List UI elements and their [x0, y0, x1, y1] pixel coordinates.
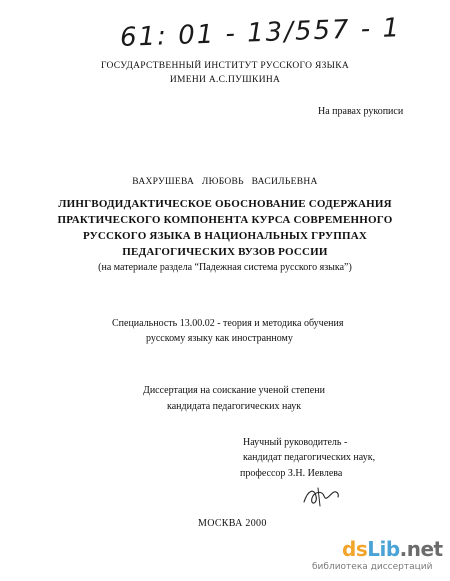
dissertation-line-2: кандидата педагогических наук	[167, 401, 302, 412]
institution-dedication: ИМЕНИ А.С.ПУШКИНА	[169, 75, 281, 85]
city-and-year: МОСКВА 2000	[198, 518, 267, 529]
dslib-watermark	[312, 537, 442, 575]
author-name: ВАХРУШЕВА ЛЮБОВЬ ВАСИЛЬЕВНА	[132, 177, 318, 187]
supervisor-line-1: Научный руководитель -	[243, 437, 348, 448]
supervisor-signature	[300, 484, 342, 510]
specialty-line-2: русскому языку как иностранному	[146, 333, 293, 344]
logo-part-lib: Lib	[367, 537, 400, 561]
dslib-logo	[342, 537, 443, 561]
supervisor-line-3: профессор З.Н. Иевлева	[240, 468, 343, 479]
institution-name: ГОСУДАРСТВЕННЫЙ ИНСТИТУТ РУССКОГО ЯЗЫКА	[100, 61, 350, 71]
title-subtitle: (на материале раздела “Падежная система русского языка”)	[98, 262, 352, 273]
logo-part-ds: ds	[342, 537, 368, 561]
logo-part-net: .net	[399, 537, 443, 561]
title-line-2: ПРАКТИЧЕСКОГО КОМПОНЕНТА КУРСА СОВРЕМЕННОГО	[57, 214, 393, 226]
rights-note: На правах рукописи	[318, 106, 404, 117]
title-line-1: ЛИНГВОДИДАКТИЧЕСКОЕ ОБОСНОВАНИЕ СОДЕРЖАНИЯ	[58, 198, 392, 210]
watermark-subtitle: библиотека диссертаций	[312, 562, 433, 572]
specialty-line-1: Специальность 13.00.02 - теория и методика обучения	[112, 318, 344, 329]
supervisor-line-2: кандидат педагогических наук,	[243, 452, 376, 463]
dissertation-line-1: Диссертация на соискание ученой степени	[143, 385, 325, 396]
title-line-3: РУССКОГО ЯЗЫКА В НАЦИОНАЛЬНЫХ ГРУППАХ	[82, 230, 368, 242]
title-line-4: ПЕДАГОГИЧЕСКИХ ВУЗОВ РОССИИ	[122, 246, 328, 258]
handwritten-catalog-number: 61: 01 - 13/557 - 1	[119, 13, 402, 53]
